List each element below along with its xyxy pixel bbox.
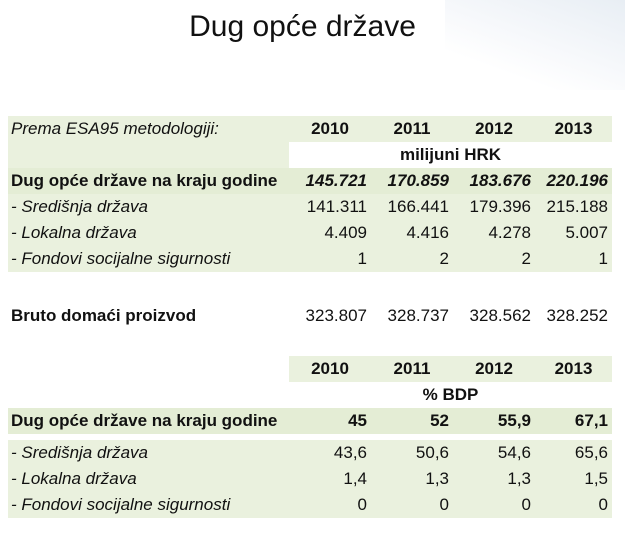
value-cell: 45 xyxy=(348,411,367,430)
value-cell: 166.441 xyxy=(387,197,449,216)
table-row xyxy=(8,168,612,194)
value-cell: 4.409 xyxy=(324,223,367,242)
year-2013: 2013 xyxy=(554,119,593,138)
row-label: Dug opće države na kraju godine xyxy=(11,171,278,190)
value-cell: 328.562 xyxy=(469,306,531,325)
methodology-label: Prema ESA95 metodologiji: xyxy=(11,119,219,138)
year-header-row xyxy=(8,116,612,142)
value-cell: 67,1 xyxy=(574,411,608,430)
year-2011: 2011 xyxy=(371,356,453,382)
value-cell: 2 xyxy=(439,249,449,268)
value-cell: 5.007 xyxy=(565,223,608,242)
value-cell: 52 xyxy=(430,411,449,430)
year-2012: 2012 xyxy=(475,119,513,138)
value-cell: 1,5 xyxy=(584,469,608,488)
value-cell: 1,4 xyxy=(343,469,367,488)
value-cell: 0 xyxy=(598,495,608,514)
value-cell: 4.278 xyxy=(488,223,531,242)
row-label: - Fondovi socijalne sigurnosti xyxy=(11,249,231,268)
year-2010: 2010 xyxy=(289,356,371,382)
value-cell: 65,6 xyxy=(574,443,608,462)
table-row xyxy=(8,440,612,466)
unit-row xyxy=(8,142,612,168)
value-cell: 328.252 xyxy=(546,306,608,325)
table-row xyxy=(8,408,612,434)
value-cell: 1,3 xyxy=(425,469,449,488)
gdp-label: Bruto domaći proizvod xyxy=(11,306,197,325)
row-label: - Središnja država xyxy=(11,197,149,216)
value-cell: 4.416 xyxy=(406,223,449,242)
row-label: - Središnja država xyxy=(11,443,149,462)
value-cell: 43,6 xyxy=(333,443,367,462)
row-label: - Fondovi socijalne sigurnosti xyxy=(11,495,231,514)
year-2012: 2012 xyxy=(453,356,535,382)
page-title: Dug opće države xyxy=(189,10,416,43)
value-cell: 1 xyxy=(357,249,367,268)
table-row xyxy=(8,466,612,492)
value-cell: 328.737 xyxy=(387,306,449,325)
table-row xyxy=(8,194,612,220)
year-header-row xyxy=(8,356,612,382)
value-cell: 0 xyxy=(357,495,367,514)
value-cell: 220.196 xyxy=(546,171,608,190)
table-row xyxy=(8,492,612,518)
table-row xyxy=(8,220,612,246)
value-cell: 183.676 xyxy=(469,171,531,190)
value-cell: 0 xyxy=(521,495,531,514)
value-cell: 50,6 xyxy=(415,443,449,462)
table-row xyxy=(8,246,612,272)
value-cell: 145.721 xyxy=(305,171,367,190)
value-cell: 170.859 xyxy=(387,171,449,190)
value-cell: 54,6 xyxy=(497,443,531,462)
row-label: Dug opće države na kraju godine xyxy=(11,411,278,430)
unit-row xyxy=(8,382,612,408)
value-cell: 0 xyxy=(439,495,449,514)
unit-label: % BDP xyxy=(289,382,612,408)
value-cell: 141.311 xyxy=(306,197,367,216)
value-cell: 179.396 xyxy=(469,197,531,216)
value-cell: 1,3 xyxy=(507,469,531,488)
value-cell: 2 xyxy=(521,249,531,268)
row-label: - Lokalna država xyxy=(11,469,137,488)
row-label: - Lokalna država xyxy=(11,223,137,242)
value-cell: 215.188 xyxy=(546,197,608,216)
year-2013: 2013 xyxy=(535,356,612,382)
value-cell: 1 xyxy=(598,249,608,268)
year-2010: 2010 xyxy=(311,119,349,138)
value-cell: 55,9 xyxy=(497,411,531,430)
unit-label: milijuni HRK xyxy=(289,142,612,168)
year-2011: 2011 xyxy=(393,119,431,138)
value-cell: 323.807 xyxy=(305,306,367,325)
